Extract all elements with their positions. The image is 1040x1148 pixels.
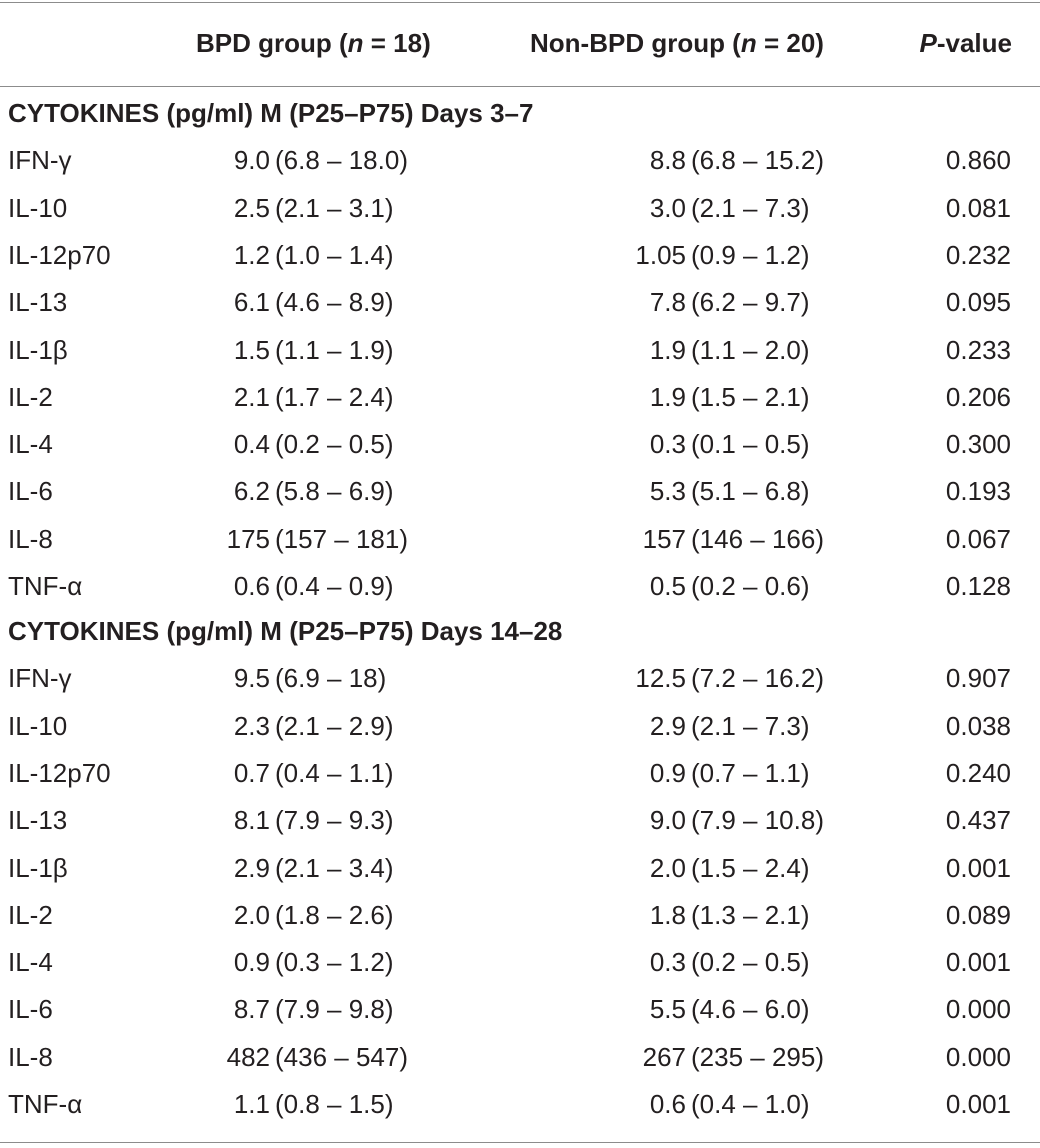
- non-bpd-median: 1.9: [649, 381, 686, 412]
- bpd-range: (0.8 – 1.5): [275, 1089, 394, 1119]
- cytokine-name: IL-13: [8, 287, 68, 318]
- cytokine-name: IL-6: [8, 994, 53, 1025]
- section-title: CYTOKINES (pg/ml) M (P25–P75) Days 3–7: [8, 98, 534, 128]
- non-bpd-range: (0.9 – 1.2): [691, 239, 810, 270]
- bpd-median: 6.1: [233, 287, 270, 318]
- section-header: [0, 90, 1040, 137]
- bpd-range: (1.0 – 1.4): [275, 239, 394, 270]
- bpd-median: 2.3: [233, 710, 270, 741]
- table-row: [0, 421, 1040, 468]
- non-bpd-range: (5.1 – 6.8): [691, 476, 810, 507]
- bpd-range: (1.1 – 1.9): [275, 334, 394, 365]
- bpd-range: (4.6 – 8.9): [275, 287, 394, 318]
- p-value: 0.860: [945, 145, 1011, 176]
- p-value: 0.001: [945, 1089, 1011, 1119]
- table-row: [0, 279, 1040, 326]
- header-bottom-rule: [0, 86, 1040, 87]
- table-row: [0, 892, 1040, 939]
- non-bpd-range: (235 – 295): [691, 1041, 824, 1072]
- non-bpd-median: 0.6: [649, 1089, 686, 1119]
- p-value: 0.907: [945, 663, 1011, 694]
- header-non-n: n: [740, 28, 757, 58]
- non-bpd-median: 8.8: [649, 145, 686, 176]
- p-value: 0.001: [945, 947, 1011, 978]
- non-bpd-median: 157: [642, 523, 686, 554]
- cytokine-name: IFN-γ: [8, 663, 72, 694]
- table-bottom-rule: [0, 1142, 1040, 1143]
- bpd-range: (1.8 – 2.6): [275, 899, 394, 930]
- bpd-median: 482: [226, 1041, 270, 1072]
- bpd-median: 2.1: [233, 381, 270, 412]
- non-bpd-median: 5.5: [649, 994, 686, 1025]
- non-bpd-range: (4.6 – 6.0): [691, 994, 810, 1025]
- bpd-range: (6.8 – 18.0): [275, 145, 408, 176]
- table-row: [0, 797, 1040, 844]
- bpd-median: 1.5: [233, 334, 270, 365]
- non-bpd-range: (1.5 – 2.4): [691, 852, 810, 883]
- bpd-median: 9.5: [233, 663, 270, 694]
- section-header: [0, 608, 1040, 655]
- table-row: [0, 185, 1040, 232]
- p-value: 0.437: [945, 805, 1011, 836]
- p-value: 0.000: [945, 994, 1011, 1025]
- non-bpd-range: (1.5 – 2.1): [691, 381, 810, 412]
- non-bpd-median: 0.5: [649, 571, 686, 601]
- table-row: [0, 232, 1040, 279]
- header-p-italic: P: [919, 28, 937, 58]
- cytokine-name: IL-6: [8, 476, 53, 507]
- header-bpd-prefix: BPD group (: [196, 28, 348, 58]
- bpd-range: (7.9 – 9.3): [275, 805, 394, 836]
- non-bpd-median: 5.3: [649, 476, 686, 507]
- non-bpd-median: 3.0: [649, 192, 686, 223]
- table-row: [0, 845, 1040, 892]
- p-value: 0.089: [945, 899, 1011, 930]
- cytokine-name: TNF-α: [8, 1089, 83, 1119]
- non-bpd-range: (146 – 166): [691, 523, 824, 554]
- cytokine-name: IL-8: [8, 523, 53, 554]
- bpd-range: (157 – 181): [275, 523, 408, 554]
- bpd-range: (1.7 – 2.4): [275, 381, 394, 412]
- bpd-median: 2.5: [233, 192, 270, 223]
- cytokine-name: IL-2: [8, 381, 53, 412]
- non-bpd-range: (7.2 – 16.2): [691, 663, 824, 694]
- cytokine-name: IL-10: [8, 192, 68, 223]
- cytokine-name: IL-10: [8, 710, 68, 741]
- p-value: 0.193: [945, 476, 1011, 507]
- header-bpd-suffix: = 18): [363, 28, 431, 58]
- table-row: [0, 655, 1040, 702]
- bpd-median: 8.1: [233, 805, 270, 836]
- cytokine-name: IL-8: [8, 1041, 53, 1072]
- table-row: [0, 939, 1040, 986]
- bpd-range: (0.4 – 1.1): [275, 757, 394, 788]
- bpd-range: (2.1 – 3.4): [275, 852, 394, 883]
- bpd-median: 0.9: [233, 947, 270, 978]
- bpd-median: 0.7: [233, 757, 270, 788]
- non-bpd-range: (0.2 – 0.5): [691, 947, 810, 978]
- bpd-range: (5.8 – 6.9): [275, 476, 394, 507]
- header-p-value: [920, 19, 1013, 67]
- cytokine-name: IL-2: [8, 899, 53, 930]
- header-non-prefix: Non-BPD group (: [530, 28, 741, 58]
- non-bpd-median: 1.9: [649, 334, 686, 365]
- table-header-row: [0, 19, 1040, 67]
- non-bpd-median: 0.3: [649, 429, 686, 460]
- p-value: 0.233: [945, 334, 1011, 365]
- bpd-range: (7.9 – 9.8): [275, 994, 394, 1025]
- non-bpd-median: 267: [642, 1041, 686, 1072]
- non-bpd-range: (1.3 – 2.1): [691, 899, 810, 930]
- bpd-range: (0.3 – 1.2): [275, 947, 394, 978]
- cytokine-name: IL-12p70: [8, 757, 111, 788]
- table-row: [0, 516, 1040, 563]
- header-p-suffix: -value: [936, 28, 1012, 58]
- table-row: [0, 703, 1040, 750]
- table-row: [0, 137, 1040, 184]
- bpd-median: 8.7: [233, 994, 270, 1025]
- section-title: CYTOKINES (pg/ml) M (P25–P75) Days 14–28: [8, 616, 563, 646]
- cytokine-name: IL-4: [8, 429, 53, 460]
- p-value: 0.000: [945, 1041, 1011, 1072]
- non-bpd-median: 12.5: [635, 663, 686, 694]
- table-row: [0, 327, 1040, 374]
- non-bpd-median: 0.9: [649, 757, 686, 788]
- non-bpd-range: (1.1 – 2.0): [691, 334, 810, 365]
- non-bpd-median: 2.9: [649, 710, 686, 741]
- non-bpd-median: 9.0: [649, 805, 686, 836]
- p-value: 0.038: [945, 710, 1011, 741]
- non-bpd-range: (2.1 – 7.3): [691, 192, 810, 223]
- cytokine-name: IFN-γ: [8, 145, 72, 176]
- bpd-median: 2.9: [233, 852, 270, 883]
- p-value: 0.300: [945, 429, 1011, 460]
- cytokine-name: IL-1β: [8, 852, 68, 883]
- bpd-median: 0.6: [233, 571, 270, 601]
- non-bpd-range: (2.1 – 7.3): [691, 710, 810, 741]
- bpd-range: (0.4 – 0.9): [275, 571, 394, 601]
- table-row: [0, 374, 1040, 421]
- bpd-range: (2.1 – 3.1): [275, 192, 394, 223]
- p-value: 0.081: [945, 192, 1011, 223]
- non-bpd-median: 1.05: [635, 239, 686, 270]
- p-value: 0.128: [945, 571, 1011, 601]
- header-non-suffix: = 20): [756, 28, 824, 58]
- cytokine-name: TNF-α: [8, 571, 83, 601]
- non-bpd-range: (7.9 – 10.8): [691, 805, 824, 836]
- p-value: 0.206: [945, 381, 1011, 412]
- p-value: 0.001: [945, 852, 1011, 883]
- bpd-range: (6.9 – 18): [275, 663, 387, 694]
- cytokine-name: IL-4: [8, 947, 53, 978]
- non-bpd-range: (0.2 – 0.6): [691, 571, 810, 601]
- non-bpd-median: 7.8: [649, 287, 686, 318]
- cytokine-name: IL-13: [8, 805, 68, 836]
- header-non-bpd-group: [530, 19, 824, 67]
- table-row: [0, 750, 1040, 797]
- bpd-median: 2.0: [233, 899, 270, 930]
- bpd-median: 175: [226, 523, 270, 554]
- bpd-range: (0.2 – 0.5): [275, 429, 394, 460]
- p-value: 0.232: [945, 239, 1011, 270]
- bpd-median: 9.0: [233, 145, 270, 176]
- non-bpd-range: (0.7 – 1.1): [691, 757, 810, 788]
- non-bpd-range: (6.2 – 9.7): [691, 287, 810, 318]
- table-row: [0, 1034, 1040, 1081]
- table-top-rule: [0, 2, 1040, 3]
- bpd-range: (2.1 – 2.9): [275, 710, 394, 741]
- bpd-median: 6.2: [233, 476, 270, 507]
- non-bpd-range: (0.1 – 0.5): [691, 429, 810, 460]
- bpd-range: (436 – 547): [275, 1041, 408, 1072]
- bpd-median: 0.4: [233, 429, 270, 460]
- header-bpd-group: [196, 19, 431, 67]
- p-value: 0.095: [945, 287, 1011, 318]
- non-bpd-median: 1.8: [649, 899, 686, 930]
- table-row: [0, 563, 1040, 610]
- non-bpd-range: (0.4 – 1.0): [691, 1089, 810, 1119]
- p-value: 0.240: [945, 757, 1011, 788]
- p-value: 0.067: [945, 523, 1011, 554]
- table-row: [0, 986, 1040, 1033]
- cytokine-name: IL-12p70: [8, 239, 111, 270]
- non-bpd-median: 0.3: [649, 947, 686, 978]
- non-bpd-median: 2.0: [649, 852, 686, 883]
- table-row: [0, 1081, 1040, 1128]
- bpd-median: 1.1: [233, 1089, 270, 1119]
- bpd-median: 1.2: [233, 239, 270, 270]
- cytokine-name: IL-1β: [8, 334, 68, 365]
- non-bpd-range: (6.8 – 15.2): [691, 145, 824, 176]
- table-row: [0, 468, 1040, 515]
- header-bpd-n: n: [347, 28, 364, 58]
